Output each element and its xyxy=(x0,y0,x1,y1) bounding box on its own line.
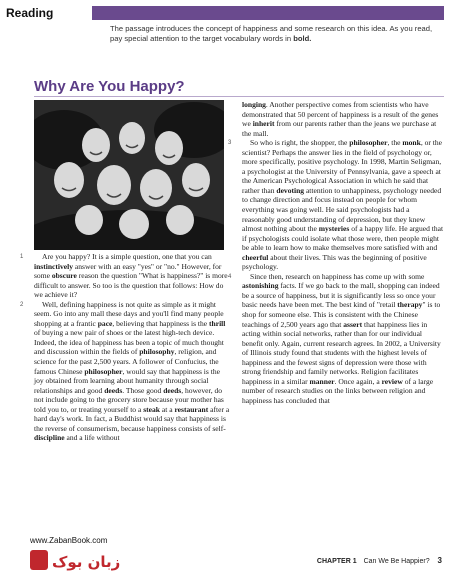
vocabulary-word: assert xyxy=(343,319,363,329)
text-run: of buying a new pair of shoes or the latest high-tech device. Indeed, the idea of happiness has been a topic of much thought and discussion within the fields of xyxy=(34,328,224,357)
paragraph xyxy=(20,252,230,300)
intro-body: The passage introduces the concept of happiness and some research on this idea. As you read, pay special attention to the target vocabulary words in xyxy=(110,24,433,43)
text-run: , or the scientist? Perhaps the answer lies in the field of psychology or, more specifically, positive psychology. In 1998, Martin Seligman, a psychologist at the University of Pennsylvania, gave a speech at the American Psychological Association in which he said that rather than xyxy=(242,138,442,195)
page-footer xyxy=(317,556,442,565)
vocabulary-word: cheerful xyxy=(242,252,269,262)
right-column-text xyxy=(228,100,444,406)
vocabulary-word: devoting xyxy=(276,185,305,195)
footer-chapter-title: Can We Be Happier? xyxy=(363,558,430,565)
text-run: that happiness lies in acting within social networks, rather than for our individual benefit only. Again, current research agrees. In 2002, a University of Illinois study found that students with the highest levels of happiness and the fewest signs of depression were those with strong friendship and family networks. Religion facilitates happiness in a similar xyxy=(242,319,441,386)
text-run: facts. If we go back to the mall, shopping can indeed be a source of happiness, but it is significantly less so once your basic needs have been met. The best kind of "retail xyxy=(242,281,440,310)
text-run: and a life without xyxy=(64,433,120,443)
vocabulary-word: inherit xyxy=(252,119,275,129)
vocabulary-word: steak xyxy=(143,404,160,414)
text-run: So who is right, the shopper, the xyxy=(250,138,350,148)
paragraph-number: 4 xyxy=(228,273,232,280)
section-label: Reading xyxy=(6,6,54,20)
title-divider xyxy=(34,96,444,97)
footer-chapter: CHAPTER 1 xyxy=(316,558,357,565)
intro-text xyxy=(110,24,442,44)
text-run: , the xyxy=(387,138,403,148)
paragraph xyxy=(228,138,444,272)
vocabulary-word: thrill xyxy=(209,318,226,328)
text-run: . Those good xyxy=(122,385,164,395)
vocabulary-word: pace xyxy=(97,318,113,328)
vocabulary-word: discipline xyxy=(34,433,65,443)
left-column-text xyxy=(20,252,230,443)
vocabulary-word: deeds xyxy=(163,385,182,395)
text-run: Well, defining happiness is not quite as simple as it might seem. Go into any mall these days and you'll find many people shopping at a frantic xyxy=(34,299,224,328)
text-run: about their lives. This was the beginning of positive psychology. xyxy=(242,252,427,272)
text-run: reason the question "What is happiness?" is more difficult to answer. So too is the question that follows: How do we achieve it? xyxy=(34,271,228,300)
vocabulary-word: philosophy xyxy=(139,347,175,357)
vocabulary-word: review xyxy=(381,376,403,386)
text-run: " is to shop for someone else. This is consistent with the Chinese teachings of 2,500 years ago that xyxy=(242,300,441,329)
text-run: of a happy life. He argued that if psychologists could isolate what those were, then people might be able to learn how to make themselves more satisfied with and xyxy=(242,224,444,253)
text-run: of a large number of research studies on the links between religion and happiness has concluded that xyxy=(242,376,434,405)
vocabulary-word: astonishing xyxy=(242,281,279,291)
paragraph-number: 1 xyxy=(20,254,24,260)
svg-text:زبان بوک: زبان بوک xyxy=(52,553,121,571)
text-run: . Once again, a xyxy=(334,376,382,386)
page-title: Why Are You Happy? xyxy=(34,78,185,95)
paragraph xyxy=(242,100,444,138)
vocabulary-word: therapy xyxy=(397,300,423,310)
text-run: after a hard day's work. In fact, a Buddhist would say that happiness is the reverse of consumerism, because happiness consists of self- xyxy=(34,404,230,433)
text-run: , believing that happiness is the xyxy=(112,318,210,328)
vocabulary-word: monk xyxy=(402,138,421,148)
vocabulary-word: deeds xyxy=(104,385,123,395)
text-run: . Another perspective comes from scientists who have demonstrated that 50 percent of happiness is a result of the genes we xyxy=(242,100,439,129)
text-run: from our parents rather than the jeans we purchase at the mall. xyxy=(242,119,437,138)
header-accent-bar xyxy=(92,6,444,20)
vocabulary-word: philosopher xyxy=(349,138,388,148)
vocabulary-word: obscure xyxy=(51,271,77,281)
vocabulary-word: manner xyxy=(309,376,335,386)
paragraph-number: 2 xyxy=(20,301,24,308)
vocabulary-word: longing xyxy=(242,100,266,109)
text-run: , religion, and science for the past 2,500 years. A follower of Confucius, the famous Chinese xyxy=(34,347,219,376)
text-run: answer with an easy "yes" or "no." However, for some xyxy=(34,261,222,281)
group-photo-image xyxy=(34,100,224,250)
text-run: attention to unhappiness, psychology needed to change direction and focus instead on people for whom everything was going well. He said psychologists had a reasonably good understanding of depression, but they knew almost nothing about the xyxy=(242,185,442,234)
watermark-url: www.ZabanBook.com xyxy=(30,536,108,545)
text-run: , would say that happiness is the joy obtained from learning about humanity through social relationships and good xyxy=(34,366,220,395)
page-number: 3 xyxy=(437,556,442,565)
paragraph-number: 3 xyxy=(228,140,232,147)
vocabulary-word: mysteries xyxy=(318,224,350,234)
paragraph xyxy=(20,299,230,443)
vocabulary-word: instinctively xyxy=(34,261,73,271)
text-run: , however, do not include going to the grocery store because your mother has told you to, or treating yourself to a xyxy=(34,385,224,414)
text-run: Since then, research on happiness has come up with some xyxy=(250,271,425,281)
intro-bold: bold. xyxy=(293,34,312,43)
vocabulary-word: philosopher xyxy=(84,366,123,376)
text-run: at a xyxy=(159,404,175,414)
vocabulary-word: restaurant xyxy=(174,404,209,414)
zabanbook-logo xyxy=(28,548,148,574)
text-run: Are you happy? It is a simple question, one that you can xyxy=(42,252,212,261)
paragraph xyxy=(228,271,444,406)
